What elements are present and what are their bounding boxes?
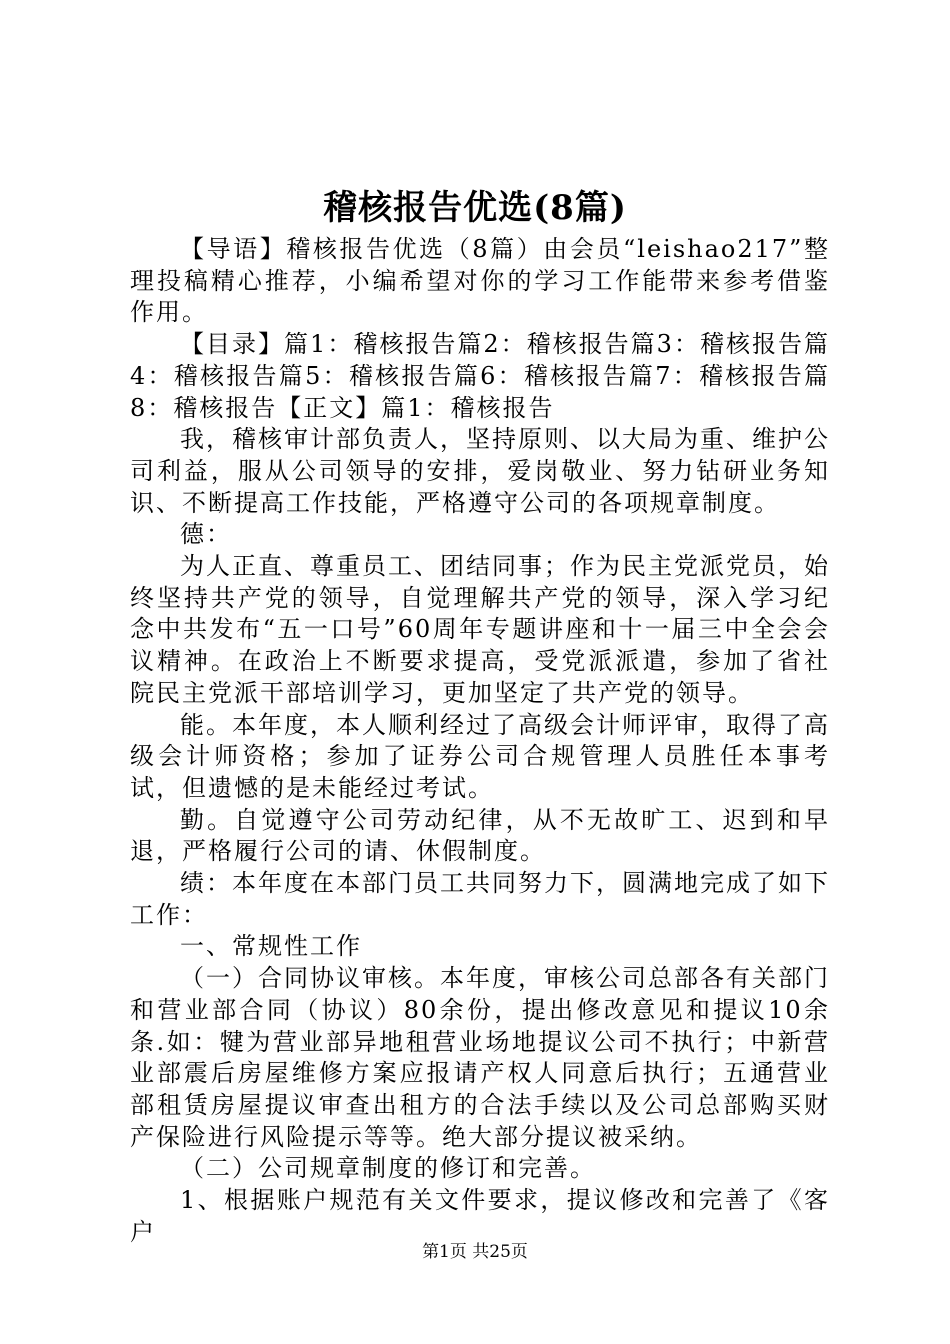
body-paragraph: （一）合同协议审核。本年度，审核公司总部各有关部门和营业部合同（协议）80余份，提出修改意见和提议10余条.如：犍为营业部异地租营业场地提议公司不执行；中新营业部震后房屋维修方案应报请产权人同意后执行；五通营业部租赁房屋提议审查出租方的合法手续以及公司总部购买财产保险进行风险提示等等。绝大部分提议被采纳。 [130,964,830,1151]
page-footer: 第1页 共25页 [422,1242,528,1262]
document-title: 稽核报告优选(8篇) [323,188,627,228]
body-paragraph: 勤。自觉遵守公司劳动纪律，从不无故旷工、迟到和早退，严格履行公司的请、休假制度。 [130,805,830,866]
section-heading: 一、常规性工作 [180,932,362,961]
body-paragraph: 德： [180,520,232,549]
body-paragraph: 1、根据账户规范有关文件要求，提议修改和完善了《客户 [130,1186,830,1246]
body-paragraph: （二）公司规章制度的修订和完善。 [180,1154,596,1183]
body-paragraph: 为人正直、尊重员工、团结同事；作为民主党派党员，始终坚持共产党的领导，自觉理解共产党的领导，深入学习纪念中共发布“五一口号”60周年专题讲座和十一届三中全会会议精神。在政治上不断要求提高，受党派派遣，参加了省社院民主党派干部培训学习，更加坚定了共产党的领导。 [130,552,830,707]
document-body [130,234,830,1249]
toc-paragraph: 【目录】篇1：稽核报告篇2：稽核报告篇3：稽核报告篇4：稽核报告篇5：稽核报告篇6：稽核报告篇7：稽核报告篇8：稽核报告【正文】篇1：稽核报告 [130,330,830,422]
intro-paragraph: 【导语】稽核报告优选（8篇）由会员“leishao217”整理投稿精心推荐，小编希望对你的学习工作能带来参考借鉴作用。 [130,235,830,327]
body-paragraph: 我，稽核审计部负责人，坚持原则、以大局为重、维护公司利益，服从公司领导的安排，爱岗敬业、努力钻研业务知识、不断提高工作技能，严格遵守公司的各项规章制度。 [130,425,830,517]
body-paragraph: 能。本年度，本人顺利经过了高级会计师评审，取得了高级会计师资格；参加了证券公司合规管理人员胜任本事考试，但遗憾的是未能经过考试。 [130,710,830,802]
body-paragraph: 绩：本年度在本部门员工共同努力下，圆满地完成了如下工作： [130,869,830,929]
